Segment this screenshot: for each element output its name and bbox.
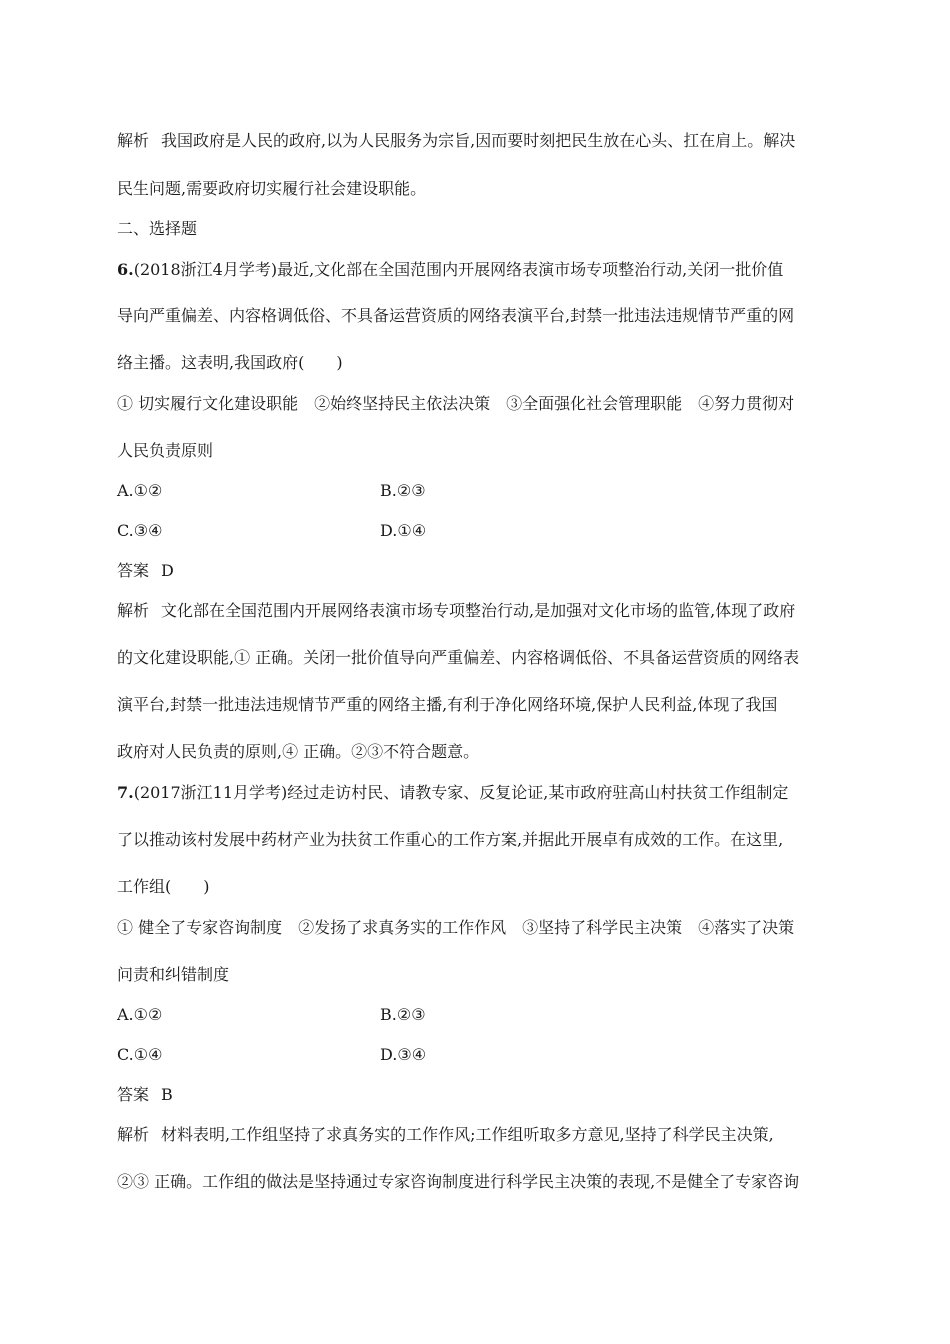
- option-c: C.③④: [117, 521, 163, 540]
- question-stem-line: 络主播。这表明,我国政府( ): [117, 353, 343, 372]
- answer-value: B: [161, 1085, 173, 1104]
- option-c: C.①④: [117, 1045, 163, 1064]
- option-b: B.②③: [380, 1005, 426, 1024]
- statement-line: 人民负责原则: [117, 441, 214, 460]
- analysis-line: 演平台,封禁一批违法违规情节严重的网络主播,有利于净化网络环境,保护人民利益,体现了我国: [117, 695, 778, 714]
- answer-label: 答案: [117, 1085, 150, 1104]
- analysis-line: 政府对人民负责的原则,④ 正确。②③不符合题意。: [117, 742, 480, 761]
- analysis-label: 解析: [117, 1125, 150, 1144]
- analysis-label: 解析: [117, 131, 150, 150]
- option-d: D.③④: [380, 1045, 427, 1064]
- option-b: B.②③: [380, 481, 426, 500]
- statement-line: ① 切实履行文化建设职能 ②始终坚持民主依法决策 ③全面强化社会管理职能 ④努力贯彻对: [117, 394, 795, 413]
- options-row: [117, 521, 517, 541]
- statement-line: 问责和纠错制度: [117, 965, 230, 984]
- analysis-line: 民生问题,需要政府切实履行社会建设职能。: [117, 179, 427, 198]
- question-stem: 7.(2017浙江11月学考)经过走访村民、请教专家、反复论证,某市政府驻高山村扶贫工作组制定: [117, 783, 789, 802]
- analysis-line: 解析 文化部在全国范围内开展网络表演市场专项整治行动,是加强对文化市场的监管,体现了政府: [117, 601, 796, 620]
- option-a: A.①②: [117, 1005, 163, 1024]
- question-stem: 6.(2018浙江4月学考)最近,文化部在全国范围内开展网络表演市场专项整治行动,关闭一批价值: [117, 260, 784, 279]
- options-row: [117, 1045, 517, 1065]
- answer-label: 答案: [117, 561, 150, 580]
- answer-value: D: [161, 561, 174, 580]
- analysis-line: ②③ 正确。工作组的做法是坚持通过专家咨询制度进行科学民主决策的表现,不是健全了专家咨询: [117, 1172, 800, 1191]
- analysis-line: 解析 我国政府是人民的政府,以为人民服务为宗旨,因而要时刻把民生放在心头、扛在肩上。解决: [117, 131, 796, 150]
- option-d: D.①④: [380, 521, 427, 540]
- question-stem-line: 工作组( ): [117, 877, 210, 896]
- question-number: 7.: [117, 783, 134, 802]
- analysis-line: 的文化建设职能,① 正确。关闭一批价值导向严重偏差、内容格调低俗、不具备运营资质的网络表: [117, 648, 800, 667]
- option-a: A.①②: [117, 481, 163, 500]
- analysis-line: 解析 材料表明,工作组坚持了求真务实的工作作风;工作组听取多方意见,坚持了科学民主决策,: [117, 1125, 774, 1144]
- answer-line: [117, 1085, 173, 1105]
- answer-line: [117, 561, 174, 581]
- question-stem-line: 了以推动该村发展中药材产业为扶贫工作重心的工作方案,并据此开展卓有成效的工作。在这里,: [117, 830, 784, 849]
- analysis-label: 解析: [117, 601, 150, 620]
- options-row: [117, 481, 517, 501]
- question-stem-line: 导向严重偏差、内容格调低俗、不具备运营资质的网络表演平台,封禁一批违法违规情节严重的网: [117, 306, 795, 325]
- section-heading: 二、选择题: [117, 219, 198, 238]
- question-number: 6.: [117, 260, 134, 279]
- statement-line: ① 健全了专家咨询制度 ②发扬了求真务实的工作作风 ③坚持了科学民主决策 ④落实了决策: [117, 918, 795, 937]
- options-row: [117, 1005, 517, 1025]
